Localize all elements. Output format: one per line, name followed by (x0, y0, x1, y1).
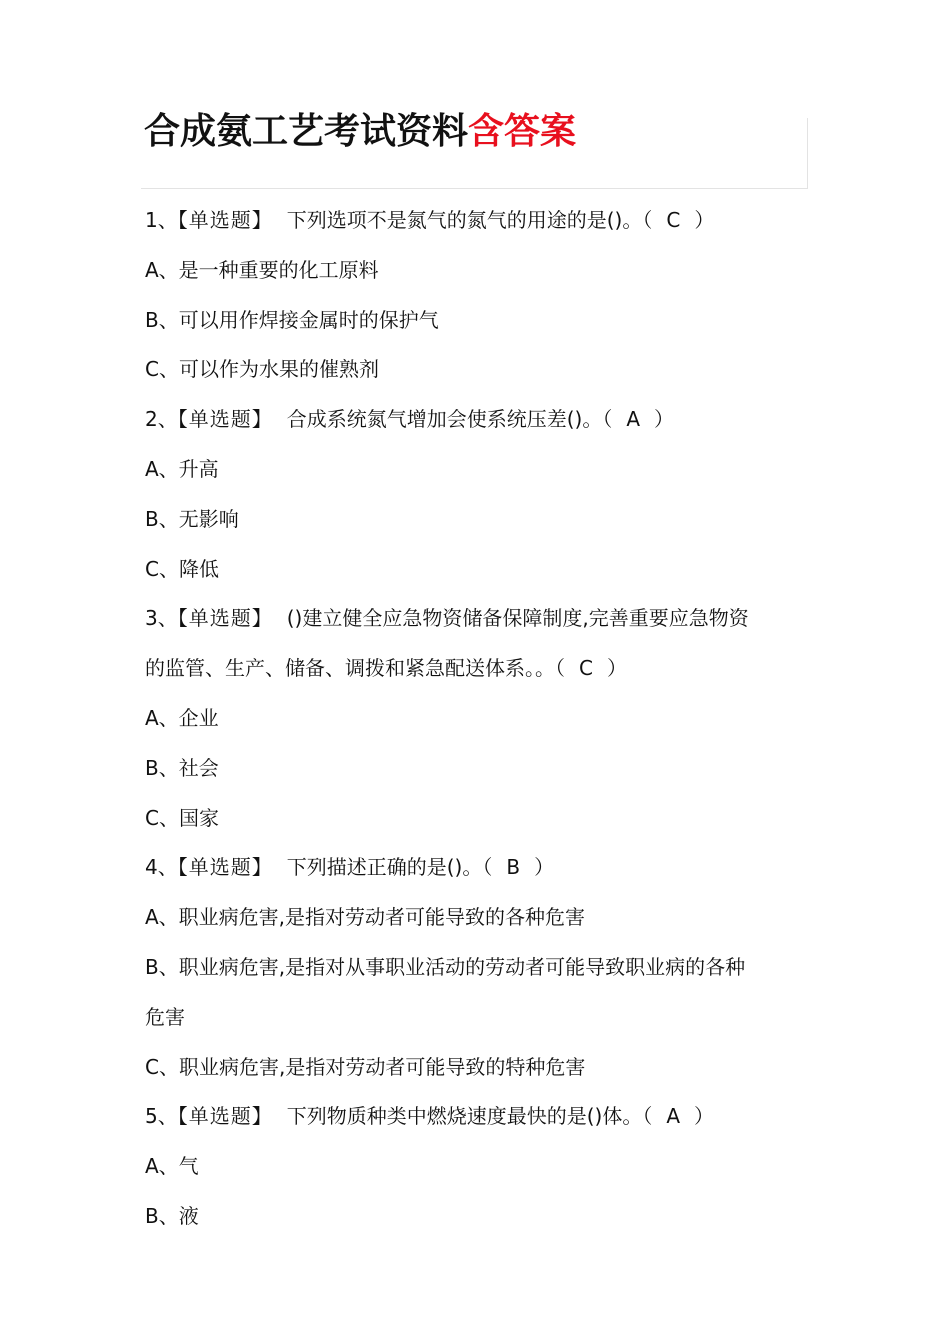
question-2 (145, 395, 815, 445)
option: C、职业病危害,是指对劳动者可能导致的特种危害 (145, 1054, 586, 1079)
answer-letter: C (666, 208, 681, 232)
option: B、社会 (145, 755, 219, 780)
question-number: 3、 (145, 606, 178, 631)
document-title (144, 110, 576, 154)
question-3 (145, 594, 815, 644)
question-list (145, 196, 815, 1242)
option: C、国家 (145, 805, 219, 830)
question-5 (145, 1092, 815, 1142)
option: C、降低 (145, 556, 219, 581)
title-box (141, 111, 808, 189)
question-text-continued: 的监管、生产、储备、调拨和紧急配送体系。。（ (145, 656, 565, 681)
answer-close: ） (534, 855, 555, 880)
question-text: 合成系统氮气增加会使系统压差()。（ (286, 407, 613, 432)
question-text: ()建立健全应急物资储备保障制度,完善重要应急物资 (286, 606, 749, 631)
answer-letter: A (666, 1104, 681, 1129)
answer-letter: A (626, 407, 641, 432)
question-number: 2、 (145, 407, 178, 432)
title-main: 合成氨工艺考试资料 (144, 111, 469, 152)
question-type: 【单选题】 (177, 208, 273, 232)
option: A、气 (145, 1154, 199, 1179)
option: B、可以用作焊接金属时的保护气 (145, 307, 439, 332)
answer-close: ） (654, 407, 675, 432)
question-number: 4、 (145, 855, 178, 880)
title-highlight: 含答案 (468, 111, 577, 152)
question-type: 【单选题】 (177, 1104, 273, 1129)
option: A、职业病危害,是指对劳动者可能导致的各种危害 (145, 905, 586, 930)
answer-letter: C (579, 656, 593, 681)
answer-close: ） (694, 1104, 715, 1129)
answer-close: ） (694, 208, 715, 232)
question-number: 5、 (145, 1104, 178, 1129)
option: A、升高 (145, 456, 219, 481)
question-type: 【单选题】 (177, 855, 273, 880)
option: B、无影响 (145, 506, 239, 531)
answer-close: ） (606, 656, 627, 681)
option: A、是一种重要的化工原料 (145, 257, 379, 282)
question-number: 1、 (145, 208, 178, 232)
option: A、企业 (145, 705, 219, 730)
question-4 (145, 843, 815, 893)
answer-letter: B (506, 855, 521, 880)
option: C、可以作为水果的催熟剂 (145, 357, 379, 382)
question-text: 下列描述正确的是()。（ (286, 855, 493, 880)
question-text: 下列物质种类中燃烧速度最快的是()体。（ (286, 1104, 653, 1129)
question-3-continued (145, 644, 815, 694)
option: B、职业病危害,是指对从事职业活动的劳动者可能导致职业病的各种 (145, 954, 746, 979)
question-text: 下列选项不是氮气的氮气的用途的是()。（ (286, 208, 653, 232)
question-type: 【单选题】 (177, 606, 273, 631)
question-1 (145, 196, 815, 246)
option: B、液 (145, 1203, 199, 1228)
option-continued: 危害 (145, 1004, 185, 1029)
question-type: 【单选题】 (177, 407, 273, 432)
